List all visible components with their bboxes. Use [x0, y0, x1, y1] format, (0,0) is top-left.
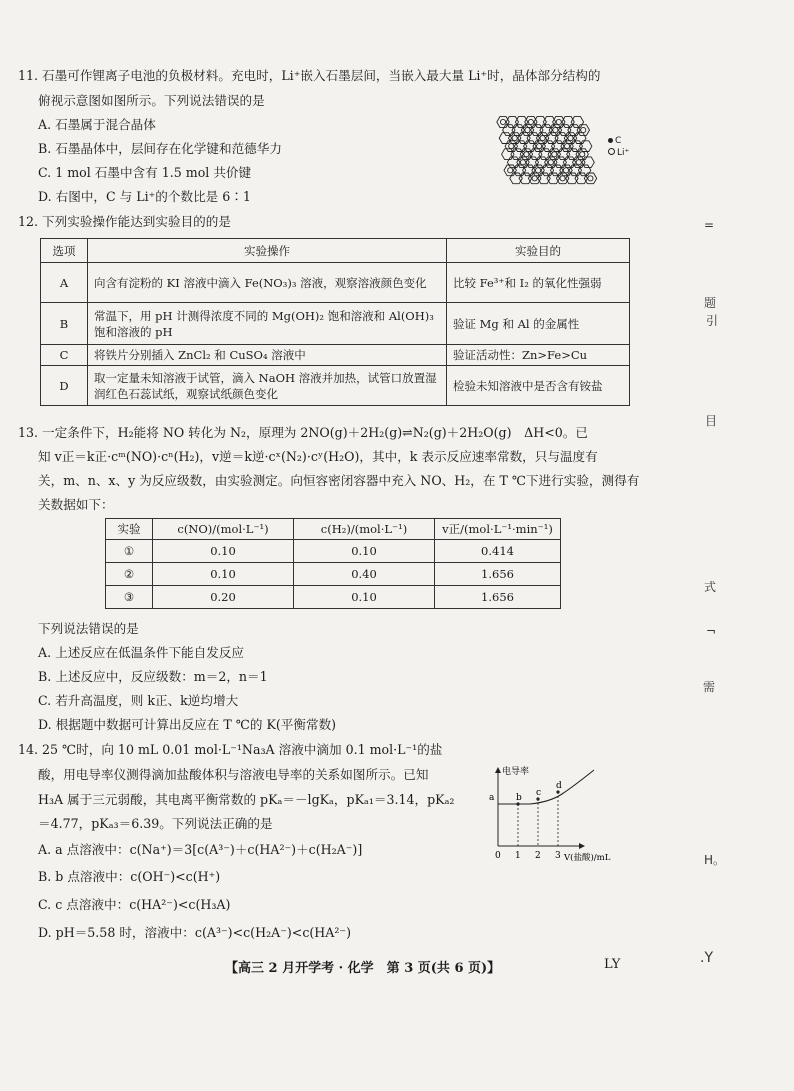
- q13-option-d: D. 根据题中数据可计算出反应在 T ℃的 K(平衡常数): [38, 717, 337, 732]
- edge-mark: H。: [704, 853, 726, 867]
- graph-xlabel: V(盐酸)/mL: [564, 853, 611, 863]
- lithium-ion: [540, 136, 545, 141]
- table-row: [41, 263, 630, 303]
- x-tick-label: 0: [495, 851, 501, 861]
- q14-option-c: C. c 点溶液中：c(HA²⁻)<c(H₃A): [38, 897, 231, 912]
- lithium-ion: [581, 127, 586, 132]
- q12-row-a-operation: 向含有淀粉的 KI 溶液中滴入 Fe(NO₃)₃ 溶液，观察溶液颜色变化: [88, 263, 447, 303]
- conductivity-graph: [482, 764, 652, 864]
- lithium-ion: [588, 176, 593, 181]
- edge-mark: 式: [704, 580, 717, 594]
- lithium-ion: [509, 144, 514, 149]
- q14-line4: ＝4.77，pKₐ₃＝6.39。下列说法正确的是: [38, 816, 273, 831]
- q14-option-d: D. pH＝5.58 时，溶液中：c(A³⁻)<c(H₂A⁻)<c(HA²⁻): [38, 925, 351, 940]
- x-tick-label: 3: [555, 851, 561, 861]
- q12-row-b-op-line1: 常温下，用 pH 计测得浓度不同的 Mg(OH)₂ 饱和溶液和 Al(OH)₃: [94, 308, 434, 323]
- edge-mark: .Y: [700, 950, 714, 966]
- graphite-lattice-figure: [485, 114, 610, 209]
- q12-row-b-goal: 验证 Mg 和 Al 的金属性: [447, 303, 630, 345]
- edge-mark: 题: [704, 296, 717, 310]
- q11-option-a: A. 石墨属于混合晶体: [38, 117, 156, 132]
- q13-option-a: A. 上述反应在低温条件下能自发反应: [38, 645, 245, 660]
- table-row: [41, 303, 630, 345]
- q13-option-b: B. 上述反应中，反应级数：m＝2，n＝1: [38, 669, 268, 684]
- q12-row-b-op-line2: 饱和溶液的 pH: [94, 324, 173, 339]
- lithium-ion: [568, 136, 573, 141]
- lithium-ion: [564, 144, 569, 149]
- lithium-ion: [500, 119, 505, 124]
- lithium-dot-icon: [608, 148, 615, 155]
- q12-row-c-goal: 验证活动性：Zn>Fe>Cu: [447, 345, 630, 366]
- q12-header-operation: 实验操作: [88, 239, 447, 263]
- graph-point-label: c: [536, 788, 542, 798]
- lithium-ion: [508, 168, 513, 173]
- lithium-ion: [520, 160, 525, 165]
- lithium-ion: [563, 168, 568, 173]
- table-row: [41, 345, 630, 366]
- q12-row-d-op-line2: 润红色石蕊试纸，观察试纸颜色变化: [94, 386, 278, 401]
- legend-c-label: C: [615, 136, 622, 146]
- edge-mark: 目: [705, 414, 718, 428]
- q13-r1-exp: ①: [106, 540, 153, 563]
- graph-ylabel: 电导率: [502, 767, 530, 777]
- lithium-ion: [580, 152, 585, 157]
- edge-mark: 需: [703, 680, 716, 694]
- lithium-ion: [553, 127, 558, 132]
- q14-line3: H₃A 属于三元弱酸，其电离平衡常数的 pKₐ＝－lgKₐ，pKₐ₁＝3.14，pKₐ₂: [38, 792, 455, 807]
- x-tick-label: 1: [515, 851, 521, 861]
- q12-row-c-option: C: [41, 345, 88, 366]
- edge-mark: 引: [706, 314, 719, 328]
- q13-header-exp: 实验: [106, 519, 153, 540]
- q11-stem-line2: 俯视示意图如图所示。下列说法错误的是: [38, 93, 265, 108]
- q13-r2-exp: ②: [106, 563, 153, 586]
- q13-r2-c-no: 0.10: [153, 563, 294, 586]
- table-row: [106, 563, 561, 586]
- lithium-ion: [524, 152, 529, 157]
- legend-c: [608, 136, 621, 146]
- q13-r2-c-h2: 0.40: [294, 563, 435, 586]
- lithium-ion: [536, 168, 541, 173]
- lithium-ion: [532, 176, 537, 181]
- q12-row-a-option: A: [41, 263, 88, 303]
- q12-header-option: 选项: [41, 239, 88, 263]
- q13-line1: 13. 一定条件下，H₂能将 NO 转化为 N₂，原理为 2NO(g)＋2H₂(g)⇌N₂(g)＋2H₂O(g) ΔH<0。已: [18, 425, 588, 440]
- q12-row-d-option: D: [41, 366, 88, 406]
- q13-r1-c-no: 0.10: [153, 540, 294, 563]
- lithium-ion: [548, 160, 553, 165]
- q12-stem: 12. 下列实验操作能达到实验目的的是: [18, 214, 231, 229]
- carbon-dot-icon: [608, 138, 613, 143]
- q14-option-a: A. a 点溶液中：c(Na⁺)＝3[c(A³⁻)＋c(HA²⁻)＋c(H₂A⁻)]: [38, 842, 363, 857]
- q11-stem-line1: 11. 石墨可作锂离子电池的负极材料。充电时，Li⁺嵌入石墨层间，当嵌入最大量 Li⁺时，晶体部分结构的: [18, 68, 601, 83]
- footer-code: LY: [604, 957, 621, 972]
- graph-point-label: d: [556, 781, 562, 791]
- page-footer: 【高三 2 月开学考 · 化学 第 3 页(共 6 页)】: [225, 961, 501, 976]
- q13-header-rate: v正/(mol·L⁻¹·min⁻¹): [435, 519, 561, 540]
- q13-r2-rate: 1.656: [435, 563, 561, 586]
- q13-ask: 下列说法错误的是: [38, 621, 139, 636]
- q14-line1: 14. 25 ℃时，向 10 mL 0.01 mol·L⁻¹Na₃A 溶液中滴加 0.1 mol·L⁻¹的盐: [18, 742, 443, 757]
- q12-row-b-option: B: [41, 303, 88, 345]
- legend-li: [608, 148, 629, 158]
- table-row: [106, 586, 561, 609]
- table-row: [106, 540, 561, 563]
- q12-row-d-op-line1: 取一定量未知溶液于试管，滴入 NaOH 溶液并加热，试管口放置湿: [94, 370, 437, 385]
- q13-r3-exp: ③: [106, 586, 153, 609]
- q12-row-b-operation: [88, 303, 447, 345]
- lithium-ion: [576, 160, 581, 165]
- graph-point-label: b: [516, 793, 522, 803]
- q13-header-c-no: c(NO)/(mol·L⁻¹): [153, 519, 294, 540]
- q11-option-c: C. 1 mol 石墨中含有 1.5 mol 共价键: [38, 165, 252, 180]
- lithium-ion: [537, 144, 542, 149]
- q13-option-c: C. 若升高温度，则 k正、k逆均增大: [38, 693, 239, 708]
- lithium-ion: [512, 136, 517, 141]
- edge-mark: ¬: [706, 624, 717, 638]
- edge-mark: =: [704, 218, 715, 232]
- q13-r3-rate: 1.656: [435, 586, 561, 609]
- q13-header-c-h2: c(H₂)/(mol·L⁻¹): [294, 519, 435, 540]
- q12-row-a-goal: 比较 Fe³⁺和 I₂ 的氧化性强弱: [447, 263, 630, 303]
- lithium-ion: [560, 176, 565, 181]
- lithium-ion: [552, 152, 557, 157]
- q13-r1-c-h2: 0.10: [294, 540, 435, 563]
- q14-option-b: B. b 点溶液中：c(OH⁻)<c(H⁺): [38, 869, 221, 884]
- graph-point-label: a: [489, 793, 495, 803]
- q12-table: [40, 238, 630, 406]
- q13-table: [105, 518, 561, 609]
- q13-r3-c-no: 0.20: [153, 586, 294, 609]
- q11-option-b: B. 石墨晶体中，层间存在化学键和范德华力: [38, 141, 282, 156]
- q12-row-d-operation: [88, 366, 447, 406]
- q13-r1-rate: 0.414: [435, 540, 561, 563]
- legend-li-label: Li⁺: [617, 148, 630, 158]
- lithium-ion: [528, 119, 533, 124]
- q13-line2: 知 v正＝k正·cᵐ(NO)·cⁿ(H₂)，v逆＝k逆·cˣ(N₂)·cʸ(H₂O)，其中，k 表示反应速率常数，只与温度有: [38, 449, 598, 464]
- q12-row-d-goal: 检验未知溶液中是否含有铵盐: [447, 366, 630, 406]
- q13-r3-c-h2: 0.10: [294, 586, 435, 609]
- table-row: [41, 366, 630, 406]
- lithium-ion: [525, 127, 530, 132]
- q12-row-c-operation: 将铁片分别插入 ZnCl₂ 和 CuSO₄ 溶液中: [88, 345, 447, 366]
- q12-header-goal: 实验目的: [447, 239, 630, 263]
- x-tick-label: 2: [535, 851, 541, 861]
- q11-option-d: D. 右图中，C 与 Li⁺的个数比是 6∶1: [38, 189, 251, 204]
- q14-line2: 酸，用电导率仪测得滴加盐酸体积与溶液电导率的关系如图所示。已知: [38, 767, 429, 782]
- q13-line3: 关，m、n、x、y 为反应级数，由实验测定。向恒容密闭容器中充入 NO、H₂，在 T ℃下进行实验，测得有: [38, 473, 640, 488]
- lithium-ion: [556, 119, 561, 124]
- q13-line4: 关数据如下：: [38, 497, 114, 512]
